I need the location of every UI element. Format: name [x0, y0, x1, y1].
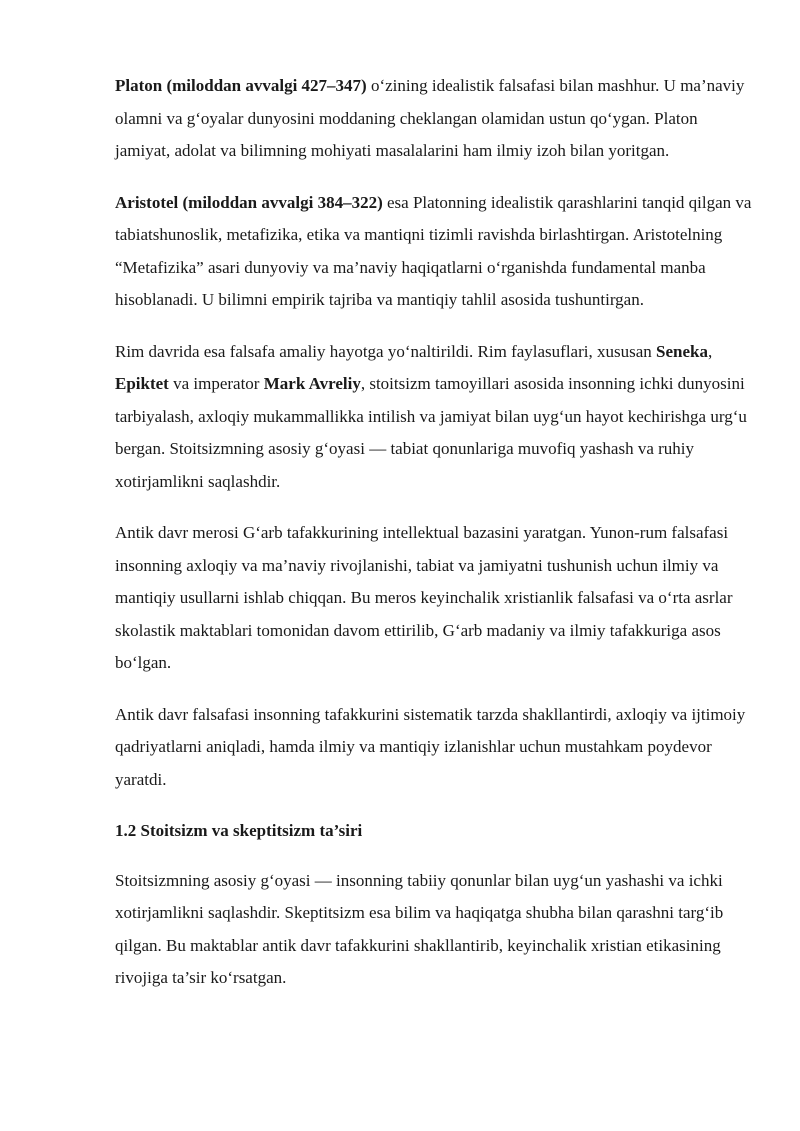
- paragraph-aristotel: [115, 187, 755, 317]
- aristotel-text: esa Platonning idealistik qarashlarini tanqid qilgan va tabiatshunoslik, metafizika, etika va mantiqni tizimli ravishda birlashtirgan. Aristotelning “Metafizika” asari dunyoviy va ma’naviy haqiqatlarni o‘rganishda fundamental manba hisoblanadi. U bilimni empirik tajriba va mantiqiy tahlil asosida tushuntirgan.: [115, 192, 752, 309]
- meros-text: Antik davr merosi G‘arb tafakkurining intellektual bazasini yaratgan. Yunon-rum falsafasi insonning axloqiy va ma’naviy rivojlanishi, tabiat va jamiyatni tushunish uchun ilmiy va mantiqiy usullarni ishlab chiqqan. Bu meros keyinchalik xristianlik falsafasi va o‘rta asrlar skolastik maktablari tomonidan davom ettirilib, G‘arb madaniy va ilmiy tafakkuriga asos bo‘lgan.: [115, 523, 733, 672]
- document-page: [115, 70, 755, 1014]
- platon-text: o‘zining idealistik falsafasi bilan mashhur. U ma’naviy olamni va g‘oyalar dunyosini moddaning cheklangan olamidan ustun qo‘ygan. Platon jamiyat, adolat va bilimning mohiyati masalalarini ham ilmiy izoh bilan yoritgan.: [115, 76, 745, 160]
- paragraph-section: Stoitsizmning asosiy g‘oyasi — insonning tabiiy qonunlar bilan uyg‘un yashashi va ichki xotirjamlikni saqlashdir. Skeptitsizm esa bilim va haqiqatga shubha bilan qarashni targ‘ib qilgan. Bu maktablar antik davr tafakkurini shakllantirib, keyinchalik xristian etikasining rivojiga ta’sir ko‘rsatgan.: [115, 870, 724, 987]
- name-seneka: Seneka: [656, 341, 708, 361]
- paragraph-xulosa: [115, 699, 755, 797]
- platon-heading: Platon (miloddan avvalgi 427–347): [115, 76, 367, 95]
- xulosa-text: Antik davr falsafasi insonning tafakkurini sistematik tarzda shakllantirdi, axloqiy va ijtimoiy qadriyatlarni aniqladi, hamda ilmiy va mantiqiy izlanishlar uchun mustahkam poydevor yaratdi.: [115, 704, 746, 789]
- paragraph-meros: [115, 517, 755, 680]
- rim-text-1: Rim davrida esa falsafa amaliy hayotga yo‘naltirildi. Rim faylasuflari, xususan: [115, 341, 657, 361]
- name-epiktet: Epiktet: [115, 374, 169, 393]
- paragraph-rim: [115, 336, 755, 499]
- rim-text-3: va imperator: [168, 374, 264, 393]
- name-mark-avreliy: Mark Avreliy: [263, 374, 361, 393]
- aristotel-heading: Aristotel (miloddan avvalgi 384–322): [115, 192, 383, 212]
- section-heading: 1.2 Stoitsizm va skeptitsizm ta’siri: [115, 821, 363, 840]
- rim-text-4: , stoitsizm tamoyillari asosida insonning ichki dunyosini tarbiyalash, axloqiy mukammallikka intilish va jamiyat bilan uyg‘un hayot kechirishga urg‘u bergan. Stoitsizmning asosiy g‘oyasi — tabiat qonunlariga muvofiq yashash va ruhiy xotirjamlikni saqlashdir.: [115, 374, 747, 491]
- paragraph-platon: [115, 70, 755, 168]
- rim-text-2: ,: [707, 341, 713, 361]
